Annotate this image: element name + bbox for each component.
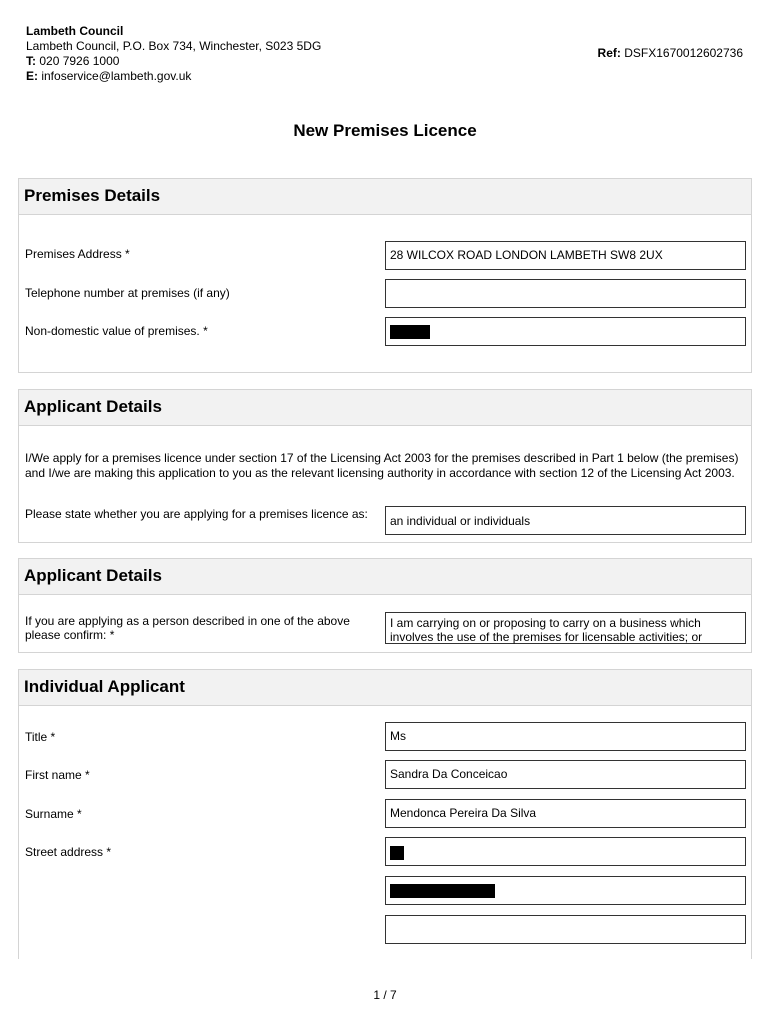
premises-address-label: Premises Address * — [25, 247, 130, 261]
surname-field[interactable]: Mendonca Pereira Da Silva — [385, 799, 746, 828]
non-domestic-value-field[interactable] — [385, 317, 746, 346]
council-phone-line — [26, 54, 321, 69]
applicant-confirm-label: If you are applying as a person described in one of the above please confirm: * — [25, 614, 350, 642]
premises-address-field[interactable]: 28 WILCOX ROAD LONDON LAMBETH SW8 2UX — [385, 241, 746, 270]
redaction-block — [390, 846, 404, 860]
street-address-line3-field[interactable] — [385, 915, 746, 944]
reference — [598, 46, 743, 60]
applicant-details-section — [18, 389, 752, 543]
ref-label: Ref: — [597, 46, 621, 60]
council-name: Lambeth Council — [26, 24, 124, 38]
email-label: E: — [26, 69, 38, 83]
premises-phone-field[interactable] — [385, 279, 746, 308]
non-domestic-value-label: Non-domestic value of premises. * — [25, 324, 208, 338]
phone-label: T: — [26, 54, 36, 68]
council-header — [26, 24, 321, 84]
council-email[interactable]: infoservice@lambeth.gov.uk — [41, 69, 192, 83]
page-number: 1 / 7 — [373, 988, 397, 1002]
premises-phone-label: Telephone number at premises (if any) — [25, 286, 230, 300]
ref-number: DSFX1670012602736 — [624, 46, 743, 60]
title-label: Title * — [25, 730, 56, 744]
redaction-block — [390, 884, 495, 898]
surname-label: Surname * — [25, 807, 82, 821]
street-address-line1-field[interactable] — [385, 837, 746, 866]
section-heading: Applicant Details — [19, 390, 751, 426]
section-heading: Applicant Details — [19, 559, 751, 595]
street-address-label: Street address * — [25, 845, 112, 859]
applicant-confirm-field[interactable]: I am carrying on or proposing to carry on a business which involves the use of the premises for licensable activities; or — [385, 612, 746, 644]
applicant-confirmation-section — [18, 558, 752, 653]
applicant-type-label: Please state whether you are applying for a premises licence as: — [25, 507, 368, 521]
section-heading: Individual Applicant — [19, 670, 751, 706]
council-phone: 020 7926 1000 — [39, 54, 120, 68]
street-address-line2-field[interactable] — [385, 876, 746, 905]
document-title: New Premises Licence — [293, 121, 477, 140]
title-field[interactable]: Ms — [385, 722, 746, 751]
application-statement: I/We apply for a premises licence under section 17 of the Licensing Act 2003 for the premises described in Part 1 below (the premises) and I/we are making this application to you as the relevant licensing authority in accordance with section 12 of the Licensing Act 2003. — [25, 451, 739, 480]
council-email-line — [26, 69, 321, 84]
individual-applicant-section — [18, 669, 752, 959]
first-name-field[interactable]: Sandra Da Conceicao — [385, 760, 746, 789]
applicant-type-field[interactable]: an individual or individuals — [385, 506, 746, 535]
section-heading: Premises Details — [19, 179, 751, 215]
premises-details-section — [18, 178, 752, 373]
first-name-label: First name * — [25, 768, 90, 782]
council-address: Lambeth Council, P.O. Box 734, Winchester, S023 5DG — [26, 39, 322, 53]
redaction-block — [390, 325, 430, 339]
